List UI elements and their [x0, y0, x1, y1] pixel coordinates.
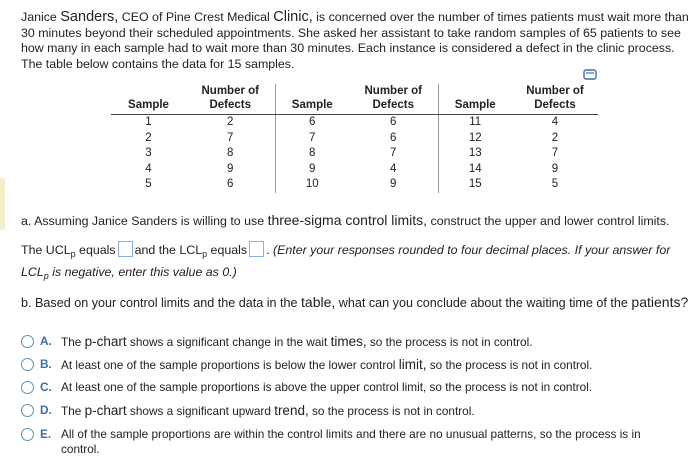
table-cell: 7 — [186, 131, 275, 147]
problem-statement — [21, 10, 689, 72]
intro-text-2: CEO of Pine Crest Medical — [118, 10, 274, 24]
intro-text-1: Janice — [21, 10, 61, 24]
table-cell: 9 — [551, 162, 559, 175]
radio-button[interactable] — [21, 358, 34, 371]
radio-button[interactable] — [21, 381, 34, 394]
table-row — [111, 115, 598, 131]
table-cell: 9 — [309, 162, 316, 175]
table-cell: 4 — [349, 162, 438, 178]
table-cell: 10 — [305, 178, 319, 191]
table-cell: 2 — [551, 131, 559, 144]
table-cell: 15 — [468, 178, 482, 191]
table-cell: 2 — [186, 115, 275, 131]
table-cell: 4 — [551, 116, 559, 128]
table-cell: 13 — [468, 147, 482, 160]
control-limits-answer-line: The $UCL_p$ equals and the $LCL_p$ equals . (Enter your responses rounded to four decimal places. If your answer for $LCL_p$ is negative, enter this value as 0.) — [21, 243, 671, 281]
header-sample: Sample — [438, 84, 512, 115]
table-cell: 6 — [309, 116, 316, 128]
table-cell: 5 — [551, 178, 559, 191]
table-row — [111, 162, 598, 178]
header-defects: Number of Defects — [186, 84, 275, 115]
question-b: b. Based on your control limits and the data in the table, what can you conclude about the waiting time of the patients? — [21, 294, 689, 310]
intro-clinic: Clinic, — [273, 9, 313, 25]
left-accent-bar — [0, 178, 5, 230]
defects-table — [111, 84, 598, 193]
radio-button[interactable] — [21, 428, 34, 441]
table-cell: 11 — [469, 116, 482, 128]
intro-text-3: is concerned over the number of times patients must wait more than 30 minutes beyond their scheduled appointments. She asked her assistant to take random samples of 65 patients to see how many in each sample had to wait more than 30 minutes. Each instance is considered a defect in the clinic process. The table below contains the data for 15 samples. — [21, 10, 689, 71]
table-cell: 1 — [145, 116, 152, 128]
intro-name: Sanders, — [60, 9, 119, 25]
table-cell: 14 — [468, 162, 482, 175]
header-sample: Sample — [111, 84, 186, 115]
table-cell: 8 — [186, 146, 275, 162]
table-row — [111, 177, 598, 193]
table-row — [111, 146, 598, 162]
table-cell: 2 — [145, 131, 152, 144]
table-cell: 5 — [145, 178, 152, 191]
question-a: a. Assuming Janice Sanders is willing to use three-sigma control limits, construct the upper and lower control limits. — [21, 212, 670, 228]
table-cell: 6 — [349, 131, 438, 147]
table-cell: 9 — [349, 177, 438, 193]
header-sample: Sample — [275, 84, 349, 115]
radio-button[interactable] — [21, 335, 34, 348]
table-cell: 4 — [145, 162, 152, 175]
radio-button[interactable] — [21, 404, 34, 417]
rounding-hint: (Enter your responses rounded to four decimal places. If your answer for $LCL_p$ is negative, enter this value as 0.) — [21, 243, 671, 281]
table-cell: 9 — [186, 162, 275, 178]
table-cell: 7 — [551, 147, 559, 160]
table-row — [111, 131, 598, 147]
expand-table-icon[interactable] — [583, 69, 597, 80]
table-cell: 7 — [309, 131, 316, 144]
header-defects: Number of Defects — [512, 84, 598, 115]
ucl-input[interactable] — [118, 241, 133, 257]
table-cell: 7 — [349, 146, 438, 162]
table-header-row — [111, 84, 598, 115]
lcl-input[interactable] — [249, 241, 264, 257]
table-cell: 6 — [349, 115, 438, 131]
table-cell: 12 — [468, 131, 482, 144]
table-cell: 6 — [186, 177, 275, 193]
table-cell: 3 — [145, 147, 152, 160]
table-cell: 8 — [309, 147, 316, 160]
header-defects: Number of Defects — [349, 84, 438, 115]
